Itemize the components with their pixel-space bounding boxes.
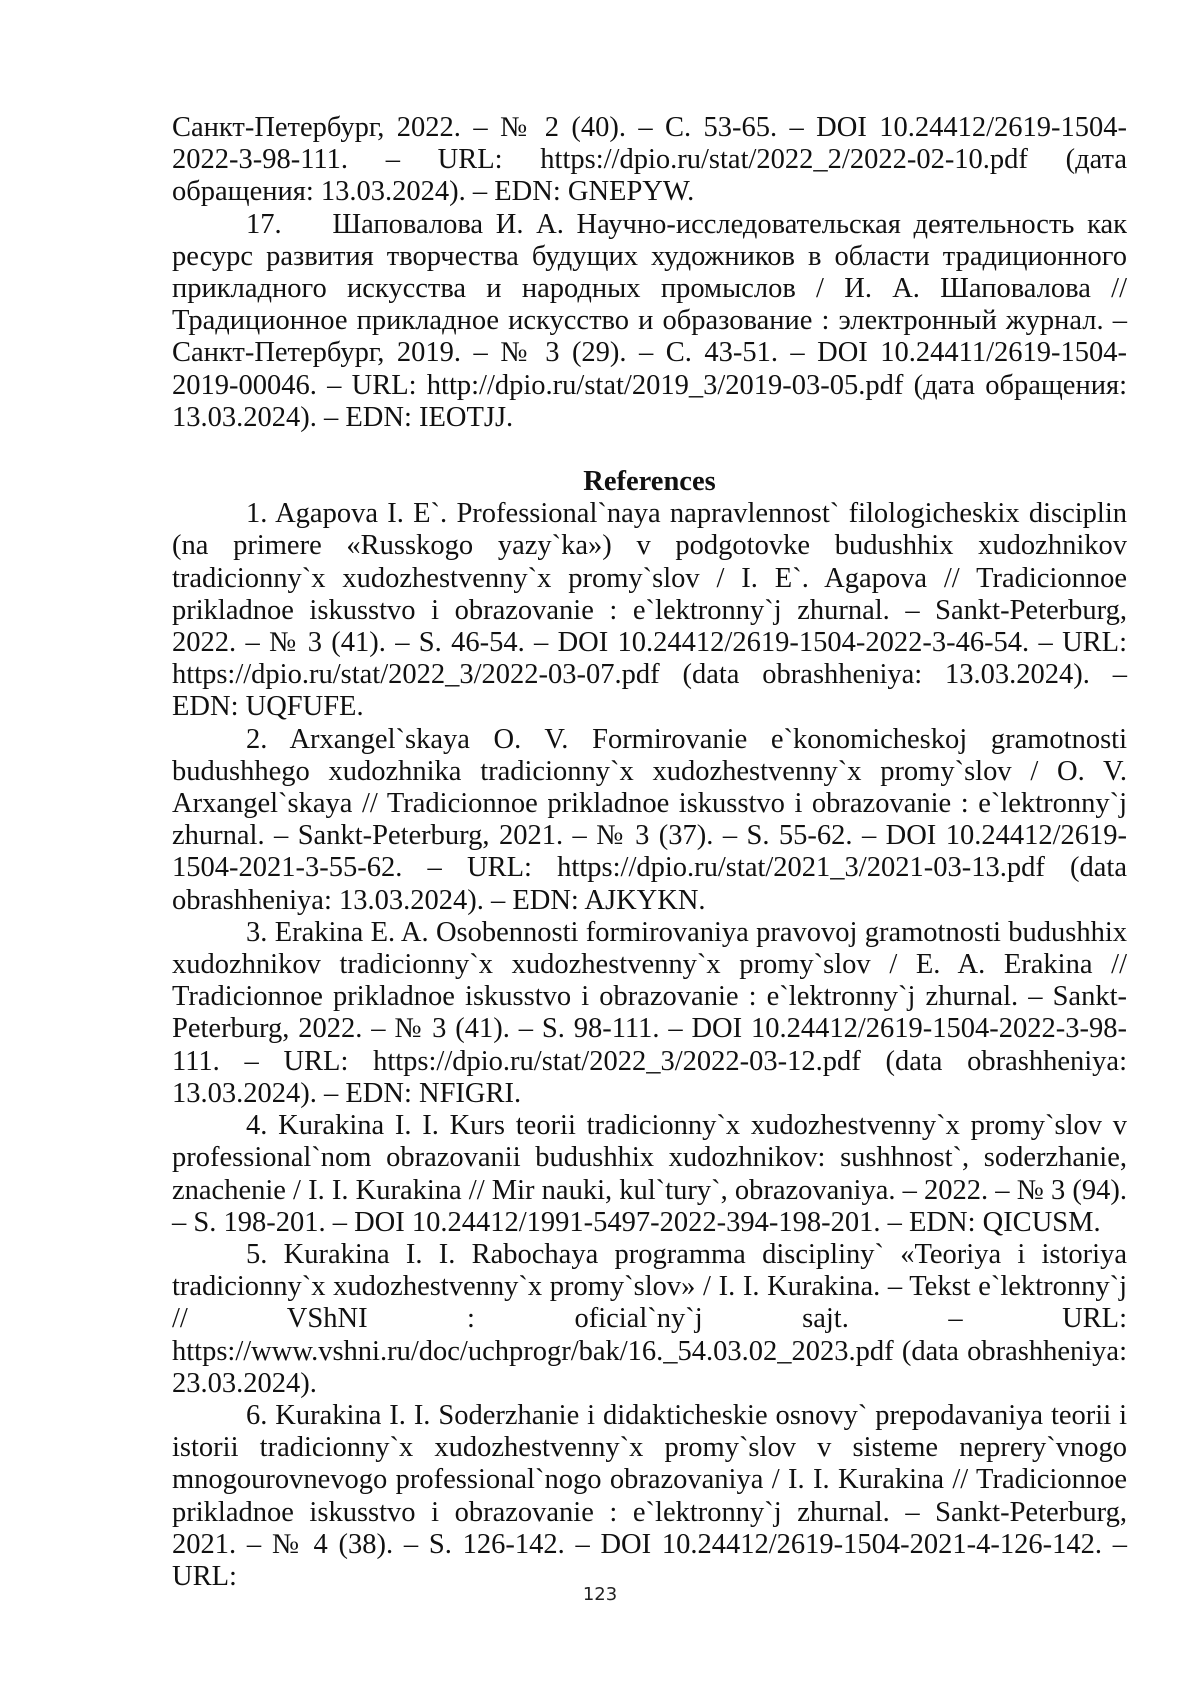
page-number: 123 [582, 1584, 618, 1605]
references-heading: References [583, 466, 716, 498]
bibliography-entry-17: 17. Шаповалова И. А. Научно-исследовательская деятельность как ресурс развития творчества будущих художников в области традиционного прикладного искусства и народных промыслов / И. А. Шаповалова // Традиционное прикладное искусство и образование : электронный журнал. – Санкт-Петербург, 2019. – № 3 (29). – С. 43-51. – DOI 10.24411/2619-1504-2019-00046. – URL: http://dpio.ru/stat/2019_3/2019-03-05.pdf (дата обращения: 13.03.2024). – EDN: IEOTJJ. [172, 208, 1127, 433]
reference-entry: 3. Erakina E. A. Osobennosti formirovaniya pravovoj gramotnosti budushhix xudozhnikov tradicionny`x xudozhestvenny`x promy`slov / E. A. Erakina // Tradicionnoe prikladnoe iskusstvo i obrazovanie : e`lektronny`j zhurnal. – Sankt-Peterburg, 2022. – № 3 (41). – S. 98-111. – DOI 10.24412/2619-1504-2022-3-98-111. – URL: https://dpio.ru/stat/2022_3/2022-03-12.pdf (data obrashheniya: 13.03.2024). – EDN: NFIGRI. [172, 916, 1127, 1109]
reference-entry: 4. Kurakina I. I. Kurs teorii tradicionny`x xudozhestvenny`x promy`slov v professional`nom obrazovanii budushhix xudozhnikov: sushhnost`, soderzhanie, znachenie / I. I. Kurakina // Mir nauki, kul`tury`, obrazovaniya. – 2022. – № 3 (94). – S. 198-201. – DOI 10.24412/1991-5497-2022-394-198-201. – EDN: QICUSM. [172, 1110, 1127, 1238]
reference-entry: 6. Kurakina I. I. Soderzhanie i didakticheskie osnovy` prepodavaniya teorii i istorii tradicionny`x xudozhestvenny`x promy`slov v sisteme neprery`vnogo mnogourovnevogo professional`nogo obrazovaniya / I. I. Kurakina // Tradicionnoe prikladnoe iskusstvo i obrazovanie : e`lektronny`j zhurnal. – Sankt-Peterburg, 2021. – № 4 (38). – S. 126-142. – DOI 10.24412/2619-1504-2021-4-126-142. – URL: [172, 1399, 1127, 1592]
reference-entry: 1. Agapova I. E`. Professional`naya napravlennost` filologicheskix disciplin (na primere «Russkogo yazy`ka») v podgotovke budushhix xudozhnikov tradicionny`x xudozhestvenny`x promy`slov / I. E`. Agapova // Tradicionnoe prikladnoe iskusstvo i obrazovanie : e`lektronny`j zhurnal. – Sankt-Peterburg, 2022. – № 3 (41). – S. 46-54. – DOI 10.24412/2619-1504-2022-3-46-54. – URL: https://dpio.ru/stat/2022_3/2022-03-07.pdf (data obrashheniya: 13.03.2024). – EDN: UQFUFE. [172, 498, 1127, 723]
page-body [172, 112, 1127, 1593]
bibliography-continuation: Санкт-Петербург, 2022. – № 2 (40). – С. 53-65. – DOI 10.24412/2619-1504-2022-3-98-111. – URL: https://dpio.ru/stat/2022_2/2022-02-10.pdf (дата обращения: 13.03.2024). – EDN: GNEPYW. [172, 112, 1127, 208]
reference-entry: 5. Kurakina I. I. Rabochaya programma discipliny` «Teoriya i istoriya tradicionny`x xudozhestvenny`x promy`slov» / I. I. Kurakina. – Tekst e`lektronny`j // VShNI : oficial`ny`j sajt. – URL: https://www.vshni.ru/doc/uchprogr/bak/16._54.03.02_2023.pdf (data obrashheniya: 23.03.2024). [172, 1238, 1127, 1399]
reference-entry: 2. Arxangel`skaya O. V. Formirovanie e`konomicheskoj gramotnosti budushhego xudozhnika tradicionny`x xudozhestvenny`x promy`slov / O. V. Arxangel`skaya // Tradicionnoe prikladnoe iskusstvo i obrazovanie : e`lektronny`j zhurnal. – Sankt-Peterburg, 2021. – № 3 (37). – S. 55-62. – DOI 10.24412/2619-1504-2021-3-55-62. – URL: https://dpio.ru/stat/2021_3/2021-03-13.pdf (data obrashheniya: 13.03.2024). – EDN: AJKYKN. [172, 723, 1127, 916]
